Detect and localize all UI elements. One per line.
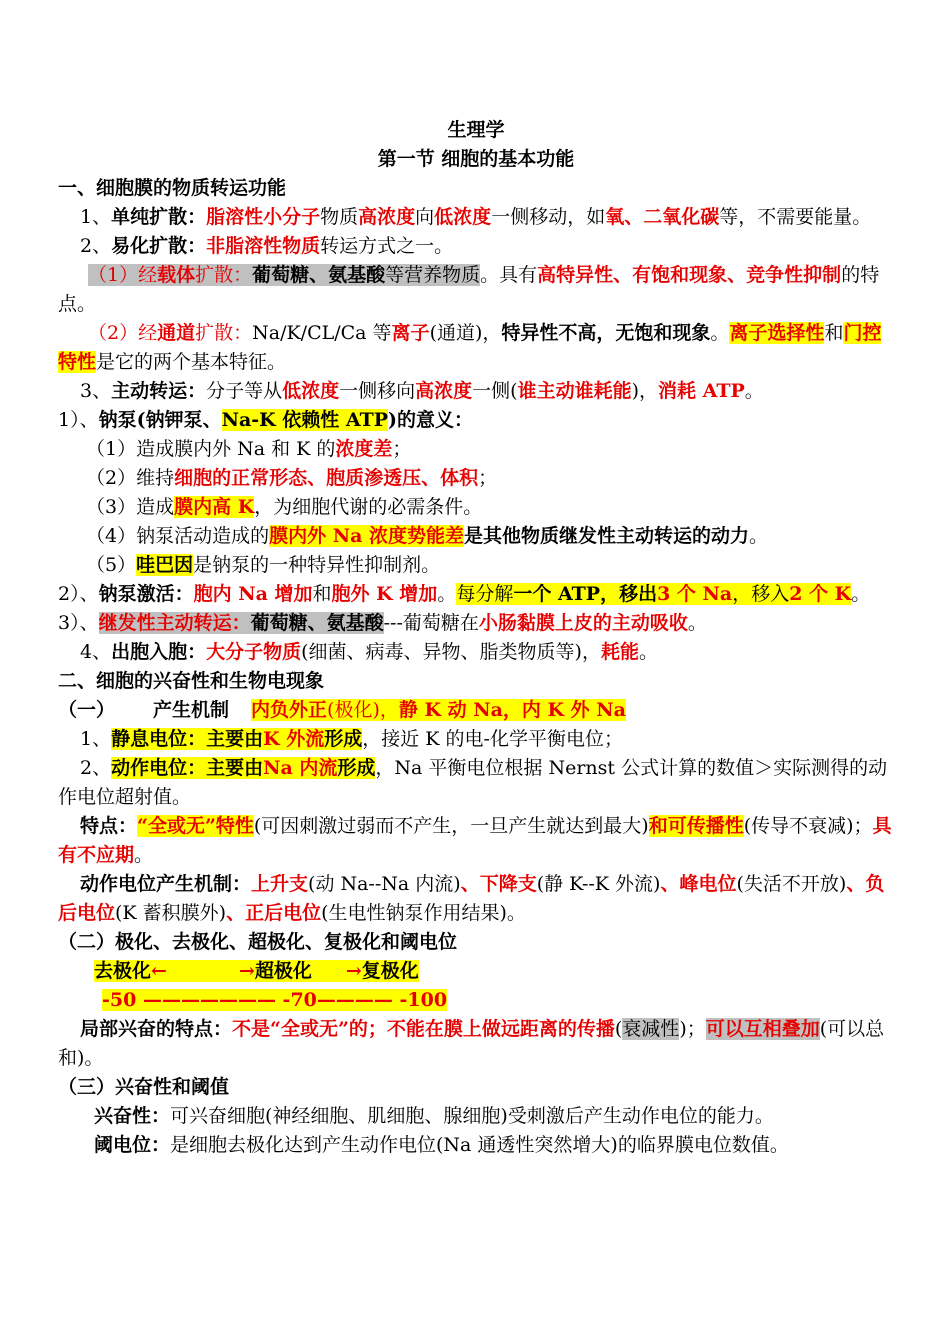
- para-local-excitation: 局部兴奋的特点：不是“全或无”的；不能在膜上做远距离的传播(衰减性)；可以互相叠加(可以总和)。: [58, 1018, 885, 1069]
- para-excitability: 兴奋性：可兴奋细胞(神经细胞、肌细胞、腺细胞)受刺激后产生动作电位的能力。: [94, 1105, 774, 1127]
- document-page: [58, 116, 894, 1160]
- para-active-transport: 3、主动转运：分子等从低浓度一侧移向高浓度一侧(谁主动谁耗能)，消耗 ATP。: [80, 380, 764, 402]
- list-item-1: （1）造成膜内外 Na 和 K 的浓度差；: [86, 438, 412, 460]
- list-item-3: （3）造成膜内高 K，为细胞代谢的必需条件。: [86, 496, 483, 518]
- arrow-right-icon: →: [238, 960, 255, 982]
- list-item-2: （2）维持细胞的正常形态、胞质渗透压、体积；: [86, 467, 498, 489]
- para-resting-potential: 1、静息电位：主要由K 外流形成，接近 K 的电-化学平衡电位；: [80, 728, 623, 750]
- heading-4: （三）兴奋性和阈值: [58, 1076, 230, 1098]
- heading-3: （二）极化、去极化、超极化、复极化和阈电位: [58, 931, 458, 953]
- para-secondary-transport: 3）、继发性主动转运：葡萄糖、氨基酸---葡萄糖在小肠黏膜上皮的主动吸收。: [58, 612, 707, 634]
- para-simple-diffusion: 1、单纯扩散：脂溶性小分子物质高浓度向低浓度一侧移动，如氧、二氧化碳等，不需要能量。: [80, 206, 872, 228]
- arrow-right-icon: →: [345, 960, 362, 982]
- section-title: 第一节 细胞的基本功能: [377, 148, 575, 170]
- para-exocytosis: 4、出胞入胞：大分子物质(细菌、病毒、异物、脂类物质等)，耗能。: [80, 641, 658, 663]
- para-action-potential: 2、动作电位：主要由Na 内流形成，Na 平衡电位根据 Nernst 公式计算的数值＞实际测得的动作电位超射值。: [58, 757, 888, 808]
- para-sodium-pump: 1）、钠泵(钠钾泵、Na-K 依赖性 ATP)的意义：: [58, 409, 474, 431]
- para-threshold: 阈电位：是细胞去极化达到产生动作电位(Na 通透性突然增大)的临界膜电位数值。: [94, 1134, 789, 1156]
- doc-title: 生理学: [447, 119, 505, 141]
- para-facilitated-diffusion: 2、易化扩散：非脂溶性物质转运方式之一。: [80, 235, 454, 257]
- para-channel-diffusion: （2）经通道扩散：Na/K/CL/Ca 等离子(通道)，特异性不高，无饱和现象。离子选择性和门控特性是它的两个基本特征。: [58, 322, 882, 373]
- heading-1: 一、细胞膜的物质转运功能: [58, 177, 287, 199]
- arrow-left-icon: ←: [151, 960, 167, 982]
- para-ap-mechanism: 动作电位产生机制：上升支(动 Na--Na 内流)、下降支(静 K--K 外流)、峰电位(失活不开放)、负后电位(K 蓄积膜外)、正后电位(生电性钠泵作用结果)。: [58, 873, 885, 924]
- polarization-diagram: 去极化← →超极化 →复极化: [94, 960, 419, 982]
- para-carrier-diffusion: （1）经载体扩散：葡萄糖、氨基酸等营养物质。具有高特异性、有饱和现象、竞争性抑制的特点。: [58, 264, 880, 315]
- para-mechanism: （一） 产生机制 内负外正(极化)，静 K 动 Na，内 K 外 Na: [58, 699, 626, 721]
- potential-scale: -50 ——————— -70———— -100: [102, 989, 448, 1011]
- list-item-4: （4）钠泵活动造成的膜内外 Na 浓度势能差是其他物质继发性主动转运的动力。: [86, 525, 769, 547]
- para-ap-features: 特点：“全或无”特性(可因刺激过弱而不产生，一旦产生就达到最大)和可传播性(传导不衰减)；具有不应期。: [58, 815, 892, 866]
- list-item-5: （5）哇巴因是钠泵的一种特异性抑制剂。: [86, 554, 441, 576]
- para-pump-activation: 2）、钠泵激活：胞内 Na 增加和胞外 K 增加。每分解一个 ATP，移出3 个 Na，移入2 个 K。: [58, 583, 871, 605]
- heading-2: 二、细胞的兴奋性和生物电现象: [58, 670, 325, 692]
